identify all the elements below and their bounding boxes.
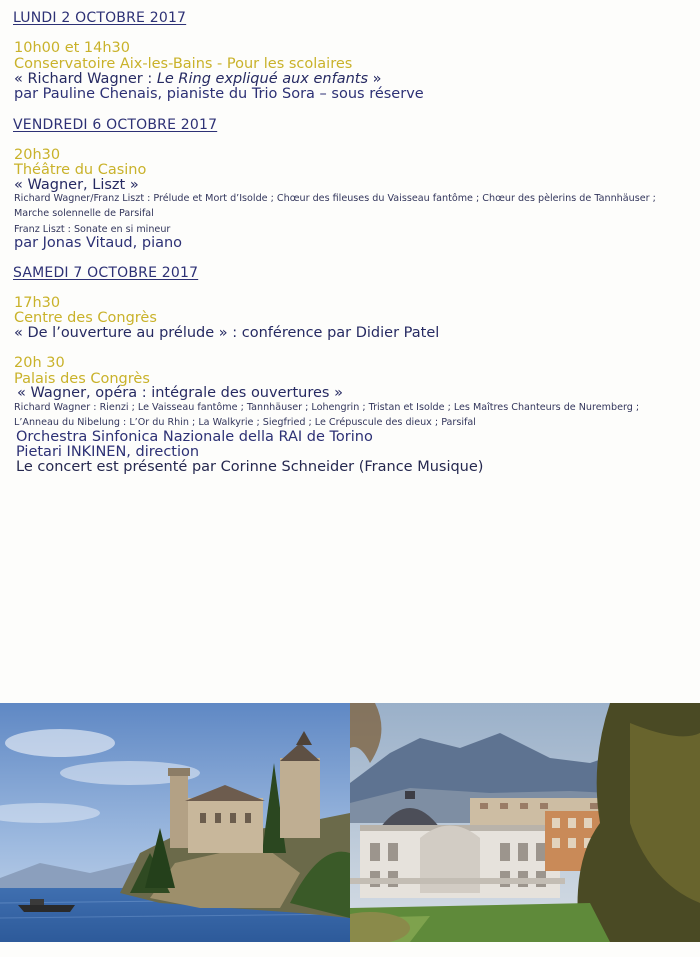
photo-lake-abbey-image [0, 703, 350, 942]
event-title [14, 71, 382, 87]
photo-lake-abbey [0, 703, 350, 942]
event-venue: Centre des Congrès [14, 310, 157, 326]
date-heading-lundi: LUNDI 2 OCTOBRE 2017 [13, 10, 187, 26]
photo-palais-image [350, 703, 700, 942]
event-time: 17h30 [14, 295, 61, 311]
event-program: Richard Wagner/Franz Liszt : Prélude et Mort d’Isolde ; Chœur des fileuses du Vaisseau fantôme ; Chœur des pèlerins de Tannhäuser ; Marche solennelle de Parsifal [14, 193, 656, 219]
event-venue: Palais des Congrès [14, 371, 150, 387]
presenter-note: Le concert est présenté par Corinne Schneider (France Musique) [16, 459, 484, 475]
date-heading-vendredi: VENDREDI 6 OCTOBRE 2017 [13, 117, 218, 133]
event-time: 20h30 [14, 147, 61, 163]
quote-title: Le Ring expliqué aux enfants [156, 71, 369, 87]
conductor-name: Pietari INKINEN, direction [16, 444, 200, 460]
event-program: Richard Wagner : Rienzi ; Le Vaisseau fantôme ; Tannhäuser ; Lohengrin ; Tristan et Isolde ; Les Maîtres Chanteurs de Nuremberg ; L’Anneau du Nibelung : L’Or du Rhin ; La Walkyrie ; Siegfried ; Le Crépuscule des dieux ; Parsifal [14, 402, 640, 428]
event-program-secondary: Franz Liszt : Sonate en si mineur [14, 224, 171, 235]
photo-palais-des-congres [350, 703, 700, 942]
event-title: « De l’ouverture au prélude » : conférence par Didier Patel [14, 325, 440, 341]
quote-open: « Richard Wagner : [14, 71, 157, 87]
event-title: « Wagner, opéra : intégrale des ouvertures » [17, 385, 343, 401]
event-time: 20h 30 [14, 355, 65, 371]
quote-close: » [368, 71, 382, 87]
orchestra-name: Orchestra Sinfonica Nazionale della RAI de Torino [16, 429, 373, 445]
event-time: 10h00 et 14h30 [14, 40, 131, 56]
event-venue: Théâtre du Casino [14, 162, 147, 178]
date-heading-samedi: SAMEDI 7 OCTOBRE 2017 [13, 265, 199, 281]
event-venue: Conservatoire Aix-les-Bains - Pour les scolaires [14, 56, 353, 72]
event-performer: par Pauline Chenais, pianiste du Trio Sora – sous réserve [14, 86, 424, 102]
event-performer: par Jonas Vitaud, piano [14, 235, 183, 251]
event-title: « Wagner, Liszt » [14, 177, 139, 193]
